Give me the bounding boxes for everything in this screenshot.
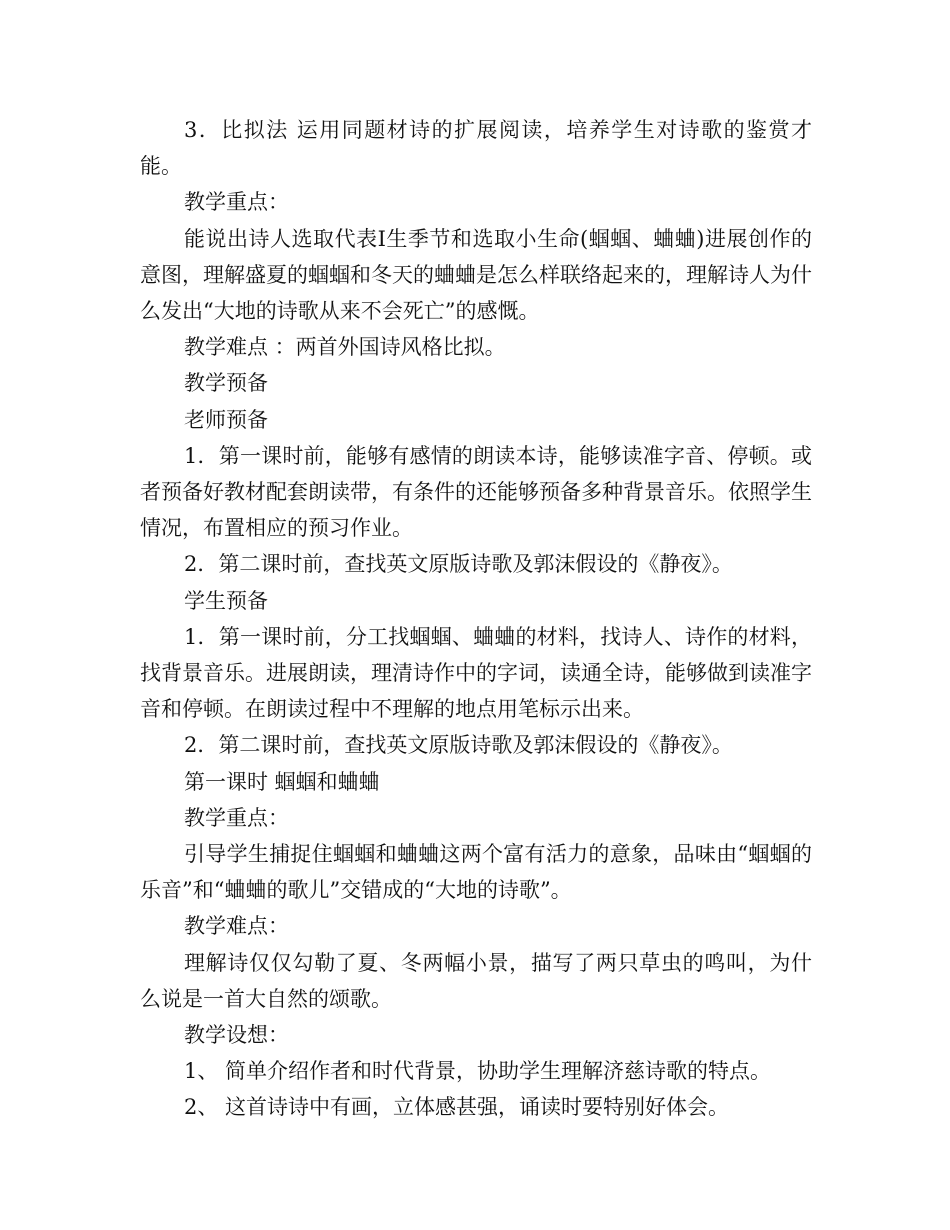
paragraph-student-prep-2: 2．第二课时前，查找英文原版诗歌及郭沫假设的《静夜》。 <box>184 733 733 758</box>
paragraph-student-prep-1: 1．第一课时前，分工找蝈蝈、蛐蛐的材料，找诗人、诗作的材料，找背景音乐。进展朗读，理清诗作中的字词，读通全诗，能够做到读准字音和停顿。在朗读过程中不理解的地点用笔标示出来。 <box>140 624 812 722</box>
heading-teaching-focus: 教学重点： <box>184 190 289 215</box>
heading-teaching-design: 教学设想： <box>184 1023 289 1048</box>
heading-student-preparation: 学生预备 <box>184 588 268 613</box>
paragraph-method-3: 3．比拟法 运用同题材诗的扩展阅读，培养学生对诗歌的鉴赏才能。 <box>140 118 812 179</box>
heading-teacher-preparation: 老师预备 <box>184 407 268 432</box>
paragraph-lesson-focus-content: 引导学生捕捉住蝈蝈和蛐蛐这两个富有活力的意象，品味由“蝈蝈的乐音”和“蛐蛐的歌儿”交错成的“大地的诗歌”。 <box>140 842 812 903</box>
heading-teaching-preparation: 教学预备 <box>184 371 268 396</box>
document-page <box>140 112 812 1126</box>
paragraph-teacher-prep-1: 1．第一课时前，能够有感情的朗读本诗，能够读准字音、停顿。或者预备好教材配套朗读带，有条件的还能够预备多种背景音乐。依照学生情况，布置相应的预习作业。 <box>140 443 812 541</box>
paragraph-teaching-difficulty: 教学难点 ：两首外国诗风格比拟。 <box>184 335 506 360</box>
paragraph-teacher-prep-2: 2．第二课时前，查找英文原版诗歌及郭沫假设的《静夜》。 <box>184 552 733 577</box>
paragraph-design-2: 2、 这首诗诗中有画，立体感甚强，诵读时要特别好体会。 <box>184 1095 730 1120</box>
paragraph-focus-content: 能说出诗人选取代表Ⅰ生季节和选取小生命(蝈蝈、蛐蛐)进展创作的意图，理解盛夏的蝈蝈和冬天的蛐蛐是怎么样联络起来的，理解诗人为什么发出“大地的诗歌从来不会死亡”的感慨。 <box>140 226 812 324</box>
heading-lesson-one: 第一课时 蝈蝈和蛐蛐 <box>184 769 380 794</box>
heading-lesson-focus: 教学重点： <box>184 805 289 830</box>
paragraph-design-1: 1、 简单介绍作者和时代背景，协助学生理解济慈诗歌的特点。 <box>184 1059 772 1084</box>
heading-lesson-difficulty: 教学难点： <box>184 914 289 939</box>
paragraph-lesson-difficulty-content: 理解诗仅仅勾勒了夏、冬两幅小景，描写了两只草虫的鸣叫，为什么说是一首大自然的颂歌。 <box>140 950 812 1011</box>
